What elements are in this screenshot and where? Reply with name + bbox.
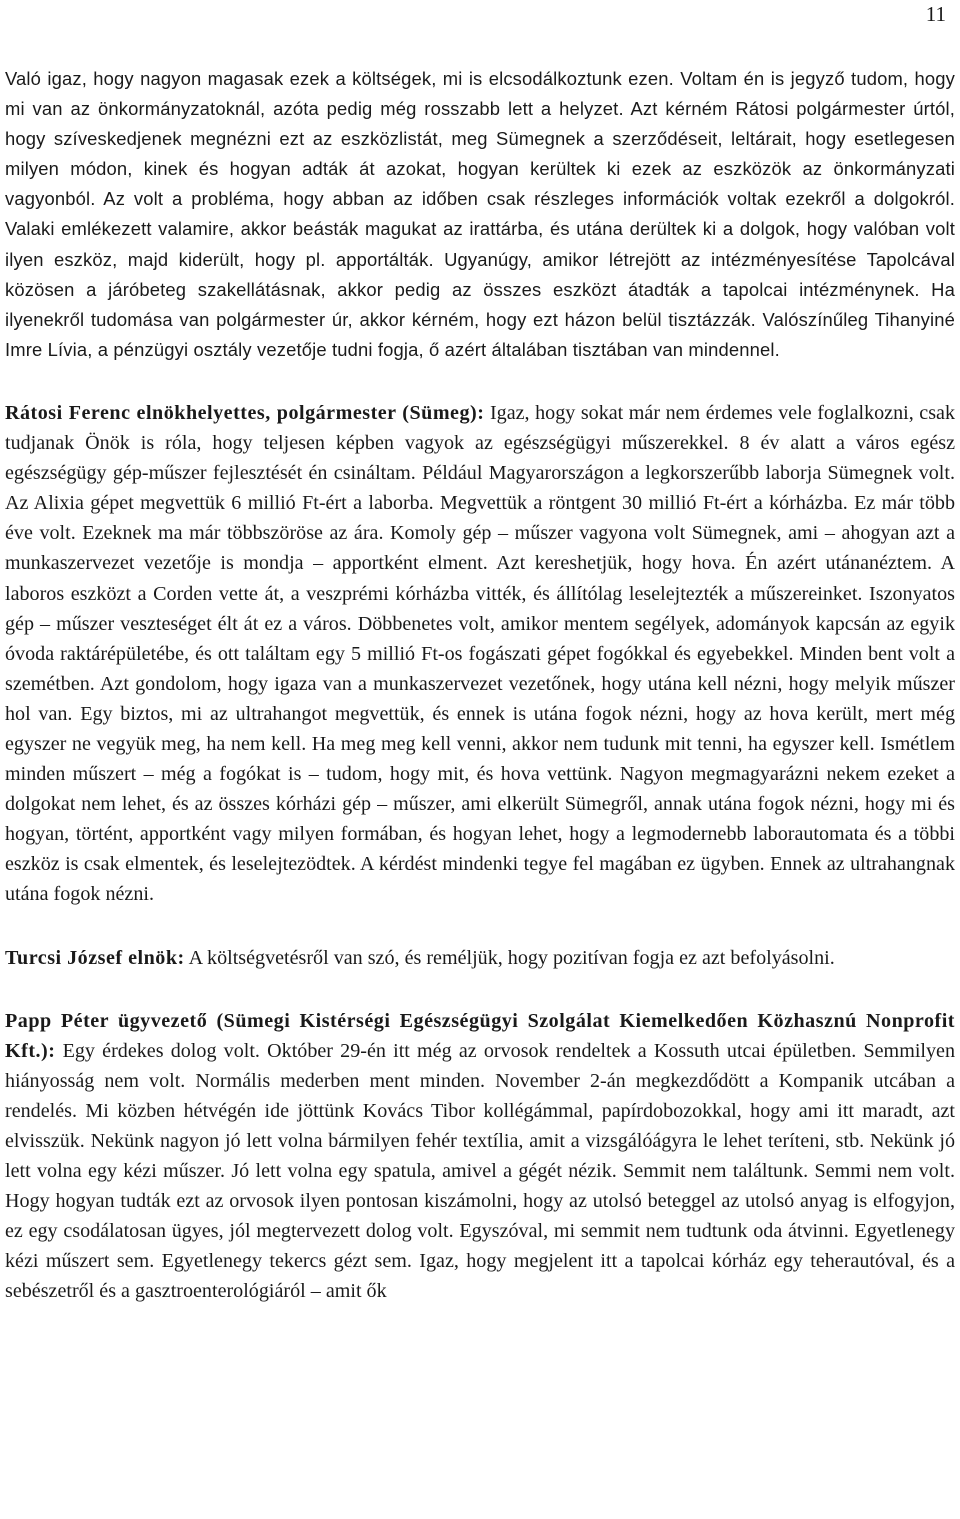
paragraph-text: Egy érdekes dolog volt. Október 29-én itt még az orvosok rendeltek a Kossuth utcai épületben. Semmilyen hiányosság nem volt. Normális mederben ment minden. November 2-án megkezdődött a Kompanik utcában a rendelés. Mi közben hétvégén ide jöttünk Kovács Tibor kollégámmal, papírdobozokkal, hogy ami itt maradt, azt elvisszük. Nekünk nagyon jó lett volna bármilyen fehér textília, amit a vizsgálóágyra le lehet teríteni, stb. Nekünk jó lett volna egy kézi műszer. Jó lett volna egy spatula, amivel a gégét nézik. Semmit nem találtunk. Semmi nem volt. Hogy hogyan tudták ezt az orvosok ilyen pontosan kiszámolni, hogy az utolsó beteggel az utolsó anyag is elfogyjon, ez egy csodálatosan ügyes, jól megtervezett dolog volt. Egyszóval, mi semmit nem tudtunk oda átvinni. Egyetlenegy kézi műszert sem. Egyetlenegy tekercs gézt sem. Igaz, hogy megjelent itt a tapolcai kórház egy teherautóval, és a sebészetről és a gasztroenterológiáról – amit ők [5, 1039, 955, 1303]
paragraph-text: Igaz, hogy sokat már nem érdemes vele foglalkozni, csak tudjanak Önök is róla, hogy teljesen képben vagyok az egészségügyi műszerekkel. 8 év alatt a város egész egészségügy gép-műszer fejlesztését én csináltam. Például Magyarországon a legkorszerűbb laborja Sümegnek volt. Az Alixia gépet megvettük 6 millió Ft-ért a laborba. Megvettük a röntgent 30 millió Ft-ért a kórházba. Ez már több éve volt. Ezeknek ma már többszöröse az ára. Komoly gép – műszer vagyona volt Sümegnek, ami – ahogyan azt a munkaszervezet vezetője is mondja – apportként elment. Azt kereshetjük, hogy hova. Én azért utánanéztem. A laboros eszközt a Corden vette át, a veszprémi kórházba vitték, és állítólag leselejtezték a műszereinket. Iszonyatos gép – műszer veszteséget élt át ez a város. Döbbenetes volt, amikor mentem segélyek, adományok kapcsán az egyik óvoda raktárépületébe, és ott találtam egy 5 millió Ft-os fogászati gépet fogókkal és egyebekkel. Minden bent volt a szemétben. Azt gondolom, hogy igaza van a munkaszervezet vezetőnek, hogy utána kell nézni, hogy melyik műszer hol van. Egy biztos, mi az ultrahangot megvettük, és ennek is utána fogok nézni, hogy az hova került, mert még egyszer ne vegyük meg, ha nem kell. Ha meg meg kell venni, akkor nem tudunk mit tenni, ha egyszer kell. Ismétlem minden műszert – még a fogókat is – tudom, hogy mit, és hova vettünk. Nagyon megmagyarázni nekem ezeket a dolgokat nem lehet, és az összes kórházi gép – műszer, ami elkerült Sümegről, annak utána fogok nézni, hogy mi és hogyan, történt, apportként vagy milyen formában, és hogyan lehet, hogy a legmodernebb laborautomata és a többi eszköz is csak elmentek, és leselejtezödtek. A kérdést mindenki tegye fel magában ez ügyben. Ennek az ultrahangnak utána fogok nézni. [5, 401, 956, 906]
document-body [5, 64, 955, 1307]
speaker-name: Rátosi Ferenc elnökhelyettes, polgármester (Sümeg): [5, 401, 485, 424]
page-number: 11 [925, 2, 946, 26]
speaker-name: Papp Péter ügyvezető (Sümegi Kistérségi Egészségügyi Szolgálat Kiemelkedően Közhasznú Nonprofit Kft.): [5, 1009, 955, 1062]
paragraph-turcsi [5, 943, 955, 973]
paragraph-papp [5, 1006, 955, 1307]
paragraph-text: A költségvetésről van szó, és reméljük, hogy pozitívan fogja ez azt befolyásolni. [184, 946, 835, 969]
paragraph-text: Való igaz, hogy nagyon magasak ezek a költségek, mi is elcsodálkoztunk ezen. Voltam én is jegyző tudom, hogy mi van az önkormányzatoknál, azóta pedig még rosszabb lett a helyzet. Azt kérném Rátosi polgármester úrtól, hogy szíveskedjenek megnézni ezt az eszközlistát, meg Sümegnek a szerződéseit, leltárait, hogy esetlegesen milyen módon, kinek és hogyan adták át azokat, hogyan kerültek ki ezek az eszközök az önkormányzati vagyonból. Az volt a probléma, hogy abban az időben csak részleges információk voltak ezekről a dolgokról. Valaki emlékezett valamire, akkor beásták magukat az irattárba, és utána derültek ki a dolgok, hogy valóban volt ilyen eszköz, majd kiderült, hogy pl. apportálták. Ugyanúgy, amikor létrejött az intézményesítése Tapolcával közösen a járóbeteg szakellátásnak, akkor pedig az összes eszközt átadták a tapolcai intézménynek. Ha ilyenekről tudomása van polgármester úr, akkor kérném, hogy ezt házon belül tisztázzák. Valószínűleg Tihanyiné Imre Lívia, a pénzügyi osztály vezetője tudni fogja, ő azért általában tisztában van mindennel. [5, 68, 955, 360]
paragraph-ratosi [5, 398, 955, 910]
speaker-name: Turcsi József elnök: [5, 946, 185, 969]
paragraph-intro [5, 64, 955, 365]
